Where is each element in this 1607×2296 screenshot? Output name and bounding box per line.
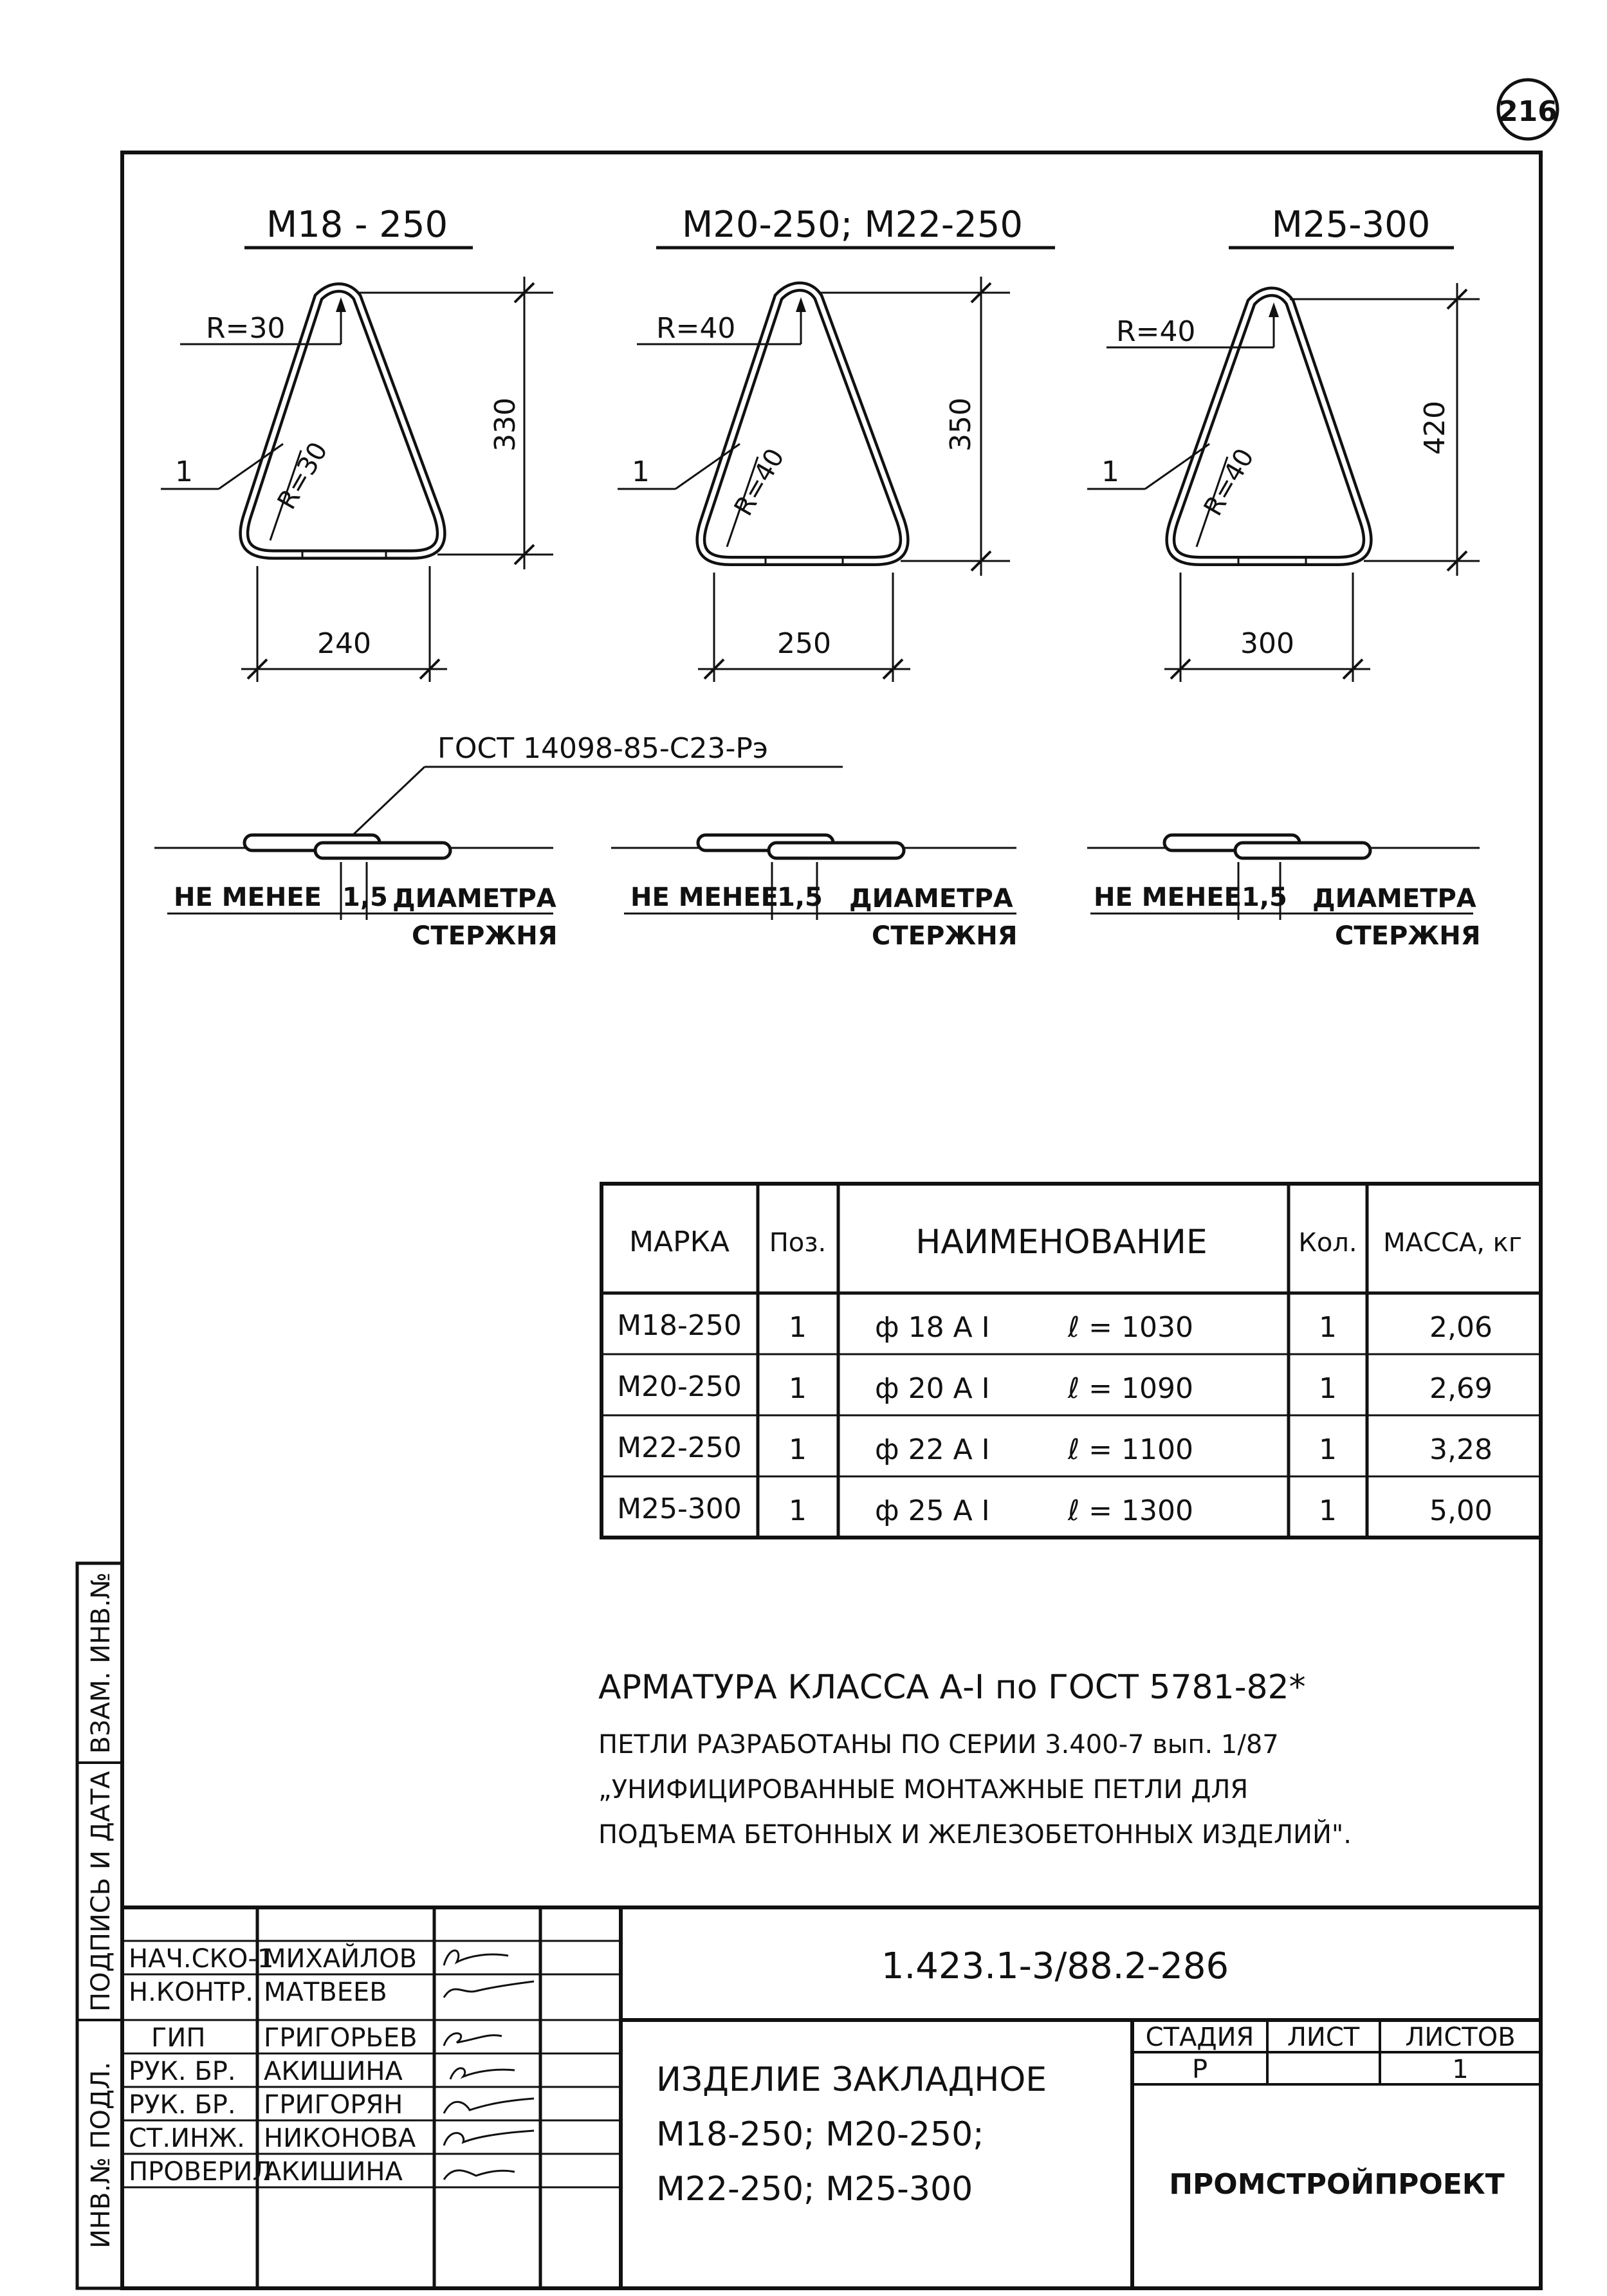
cell-length: ℓ = 1030 [1068,1311,1193,1344]
sheets-label: ЛИСТОВ [1405,2023,1516,2052]
weld-diameter: ДИАМЕТРА [392,884,556,914]
cell-mark: М22-250 [617,1431,742,1464]
signer-name: АКИШИНА [264,2157,403,2187]
table-row [617,1309,1492,1344]
cell-mark: М25-300 [617,1492,742,1525]
signer-role: РУК. БР. [129,2090,236,2120]
weld-diameter: ДИАМЕТРА [1312,884,1476,914]
table-row [617,1492,1492,1527]
signature-row [151,2023,502,2053]
cell-qty: 1 [1319,1494,1337,1527]
sheet-number-badge [1498,80,1557,139]
weld-bar: СТЕРЖНЯ [412,921,558,951]
cell-qty: 1 [1319,1433,1337,1466]
signature-scribble [450,2068,515,2079]
weld-gost-label: ГОСТ 14098-85-С23-Рэ [437,732,769,765]
specification-table [601,1184,1541,1538]
view-title: М25-300 [1271,204,1431,246]
weld-detail-3 [1087,835,1481,951]
signature-row [129,2124,534,2153]
cell-length: ℓ = 1090 [1068,1372,1193,1405]
signature-scribble [444,2034,502,2046]
signature-row [129,2057,515,2086]
header-qty: Кол. [1298,1228,1357,1258]
signer-role: СТ.ИНЖ. [129,2124,245,2153]
width-dimension: 240 [317,627,371,660]
header-mark: МАРКА [629,1226,730,1258]
sheet-label: ЛИСТ [1287,2023,1360,2052]
weld-not-less: НЕ МЕНЕЕ [630,883,778,912]
position-leader: 1 [632,455,650,488]
cell-pos: 1 [789,1494,807,1527]
width-dimension: 250 [777,627,831,660]
view-title: М18 - 250 [266,204,448,246]
cell-mass: 2,69 [1429,1372,1492,1405]
signer-role: ПРОВЕРИЛ [129,2157,272,2187]
position-leader: 1 [175,455,193,488]
radius-top: R=30 [206,312,286,345]
weld-bar: СТЕРЖНЯ [1335,921,1481,951]
cell-pos: 1 [789,1311,807,1344]
cell-diameter: ф 20 А I [875,1372,990,1405]
weld-factor: 1,5 [777,883,823,912]
position-leader: 1 [1101,455,1119,488]
organization-name: ПРОМСТРОЙПРОЕКТ [1169,2168,1505,2201]
signature-scribble [444,2099,534,2113]
product-line-3: М22-250; М25-300 [656,2170,973,2209]
signer-role: ГИП [151,2023,206,2053]
product-line-1: ИЗДЕЛИЕ ЗАКЛАДНОЕ [656,2061,1047,2099]
radius-side: R=40 [1198,443,1260,521]
weld-diameter: ДИАМЕТРА [849,884,1013,914]
cell-diameter: ф 18 А I [875,1311,990,1344]
weld-detail-2 [611,835,1018,951]
cell-diameter: ф 22 А I [875,1433,990,1466]
signature-row [129,2090,534,2120]
loop-view-m25 [1087,204,1480,682]
signature-scribble [444,2131,534,2145]
cell-qty: 1 [1319,1372,1337,1405]
header-pos: Поз. [769,1228,827,1258]
view-title: М20-250; М22-250 [681,204,1024,246]
table-row [617,1431,1492,1466]
signer-name: МАТВЕЕВ [264,1978,387,2007]
loop-shape [1170,292,1367,562]
signer-name: ГРИГОРЯН [264,2090,403,2120]
radius-side: R=40 [728,443,791,521]
stage-value: Р [1191,2055,1208,2084]
height-dimension: 420 [1419,401,1451,455]
signature-row [129,1943,508,1974]
loop-view-m18 [161,204,553,682]
cell-diameter: ф 25 А I [875,1494,990,1527]
note-line-3: „УНИФИЦИРОВАННЫЕ МОНТАЖНЫЕ ПЕТЛИ ДЛЯ [598,1775,1249,1805]
cell-pos: 1 [789,1372,807,1405]
weld-not-less: НЕ МЕНЕЕ [174,883,322,912]
weld-details [154,732,1481,951]
header-name: НАИМЕНОВАНИЕ [915,1223,1208,1262]
header-mass: МАССА, кг [1383,1228,1522,1258]
weld-factor: 1,5 [342,883,388,912]
side-inv-vzam: ВЗАМ. ИНВ.№ [86,1572,116,1754]
title-block [122,1907,1541,2288]
cell-mark: М18-250 [617,1309,742,1342]
table-row [617,1370,1492,1405]
cell-mass: 5,00 [1429,1494,1492,1527]
weld-bar: СТЕРЖНЯ [872,921,1018,951]
signer-role: Н.КОНТР. [129,1978,254,2007]
sheet-number: 216 [1498,95,1557,128]
signer-name: МИХАЙЛОВ [264,1944,418,1974]
signature-row [129,1978,534,2007]
radius-top: R=40 [1116,315,1196,348]
cell-qty: 1 [1319,1311,1337,1344]
height-dimension: 350 [944,398,977,452]
signer-name: АКИШИНА [264,2057,403,2086]
stage-label: СТАДИЯ [1145,2023,1254,2052]
note-line-2: ПЕТЛИ РАЗРАБОТАНЫ ПО СЕРИИ 3.400-7 вып. 1/87 [598,1730,1279,1759]
cell-pos: 1 [789,1433,807,1466]
note-line-1: АРМАТУРА КЛАССА А-I по ГОСТ 5781-82* [598,1668,1306,1707]
weld-detail-1 [154,835,558,951]
notes [598,1668,1352,1850]
height-dimension: 330 [489,398,522,452]
signature-scribble [444,2171,515,2180]
signer-role: НАЧ.СКО-1 [129,1944,274,1974]
note-line-4: ПОДЪЕМА БЕТОННЫХ И ЖЕЛЕЗОБЕТОННЫХ ИЗДЕЛИЙ". [598,1820,1352,1850]
document-code: 1.423.1-3/88.2-286 [881,1945,1229,1987]
side-stamp [77,1563,122,2288]
sheets-value: 1 [1452,2055,1469,2084]
signature-scribble [444,1981,534,1998]
signer-name: НИКОНОВА [264,2124,416,2153]
weld-not-less: НЕ МЕНЕЕ [1094,883,1242,912]
signature-row [129,2157,515,2187]
radius-top: R=40 [656,312,736,345]
signer-role: РУК. БР. [129,2057,236,2086]
side-sign-date: ПОДПИСЬ И ДАТА [86,1771,116,2012]
radius-side: R=30 [271,437,334,515]
weld-factor: 1,5 [1242,883,1287,912]
signer-name: ГРИГОРЬЕВ [264,2023,418,2053]
loop-view-m20-m22 [618,204,1055,682]
cell-length: ℓ = 1100 [1068,1433,1193,1466]
product-line-2: М18-250; М20-250; [656,2115,984,2154]
side-inv-podl: ИНВ.№ ПОДЛ. [86,2061,116,2249]
cell-mass: 2,06 [1429,1311,1492,1344]
signature-scribble [444,1951,508,1965]
cell-mass: 3,28 [1429,1433,1492,1466]
cell-mark: М20-250 [617,1370,742,1403]
width-dimension: 300 [1240,627,1294,660]
cell-length: ℓ = 1300 [1068,1494,1193,1527]
